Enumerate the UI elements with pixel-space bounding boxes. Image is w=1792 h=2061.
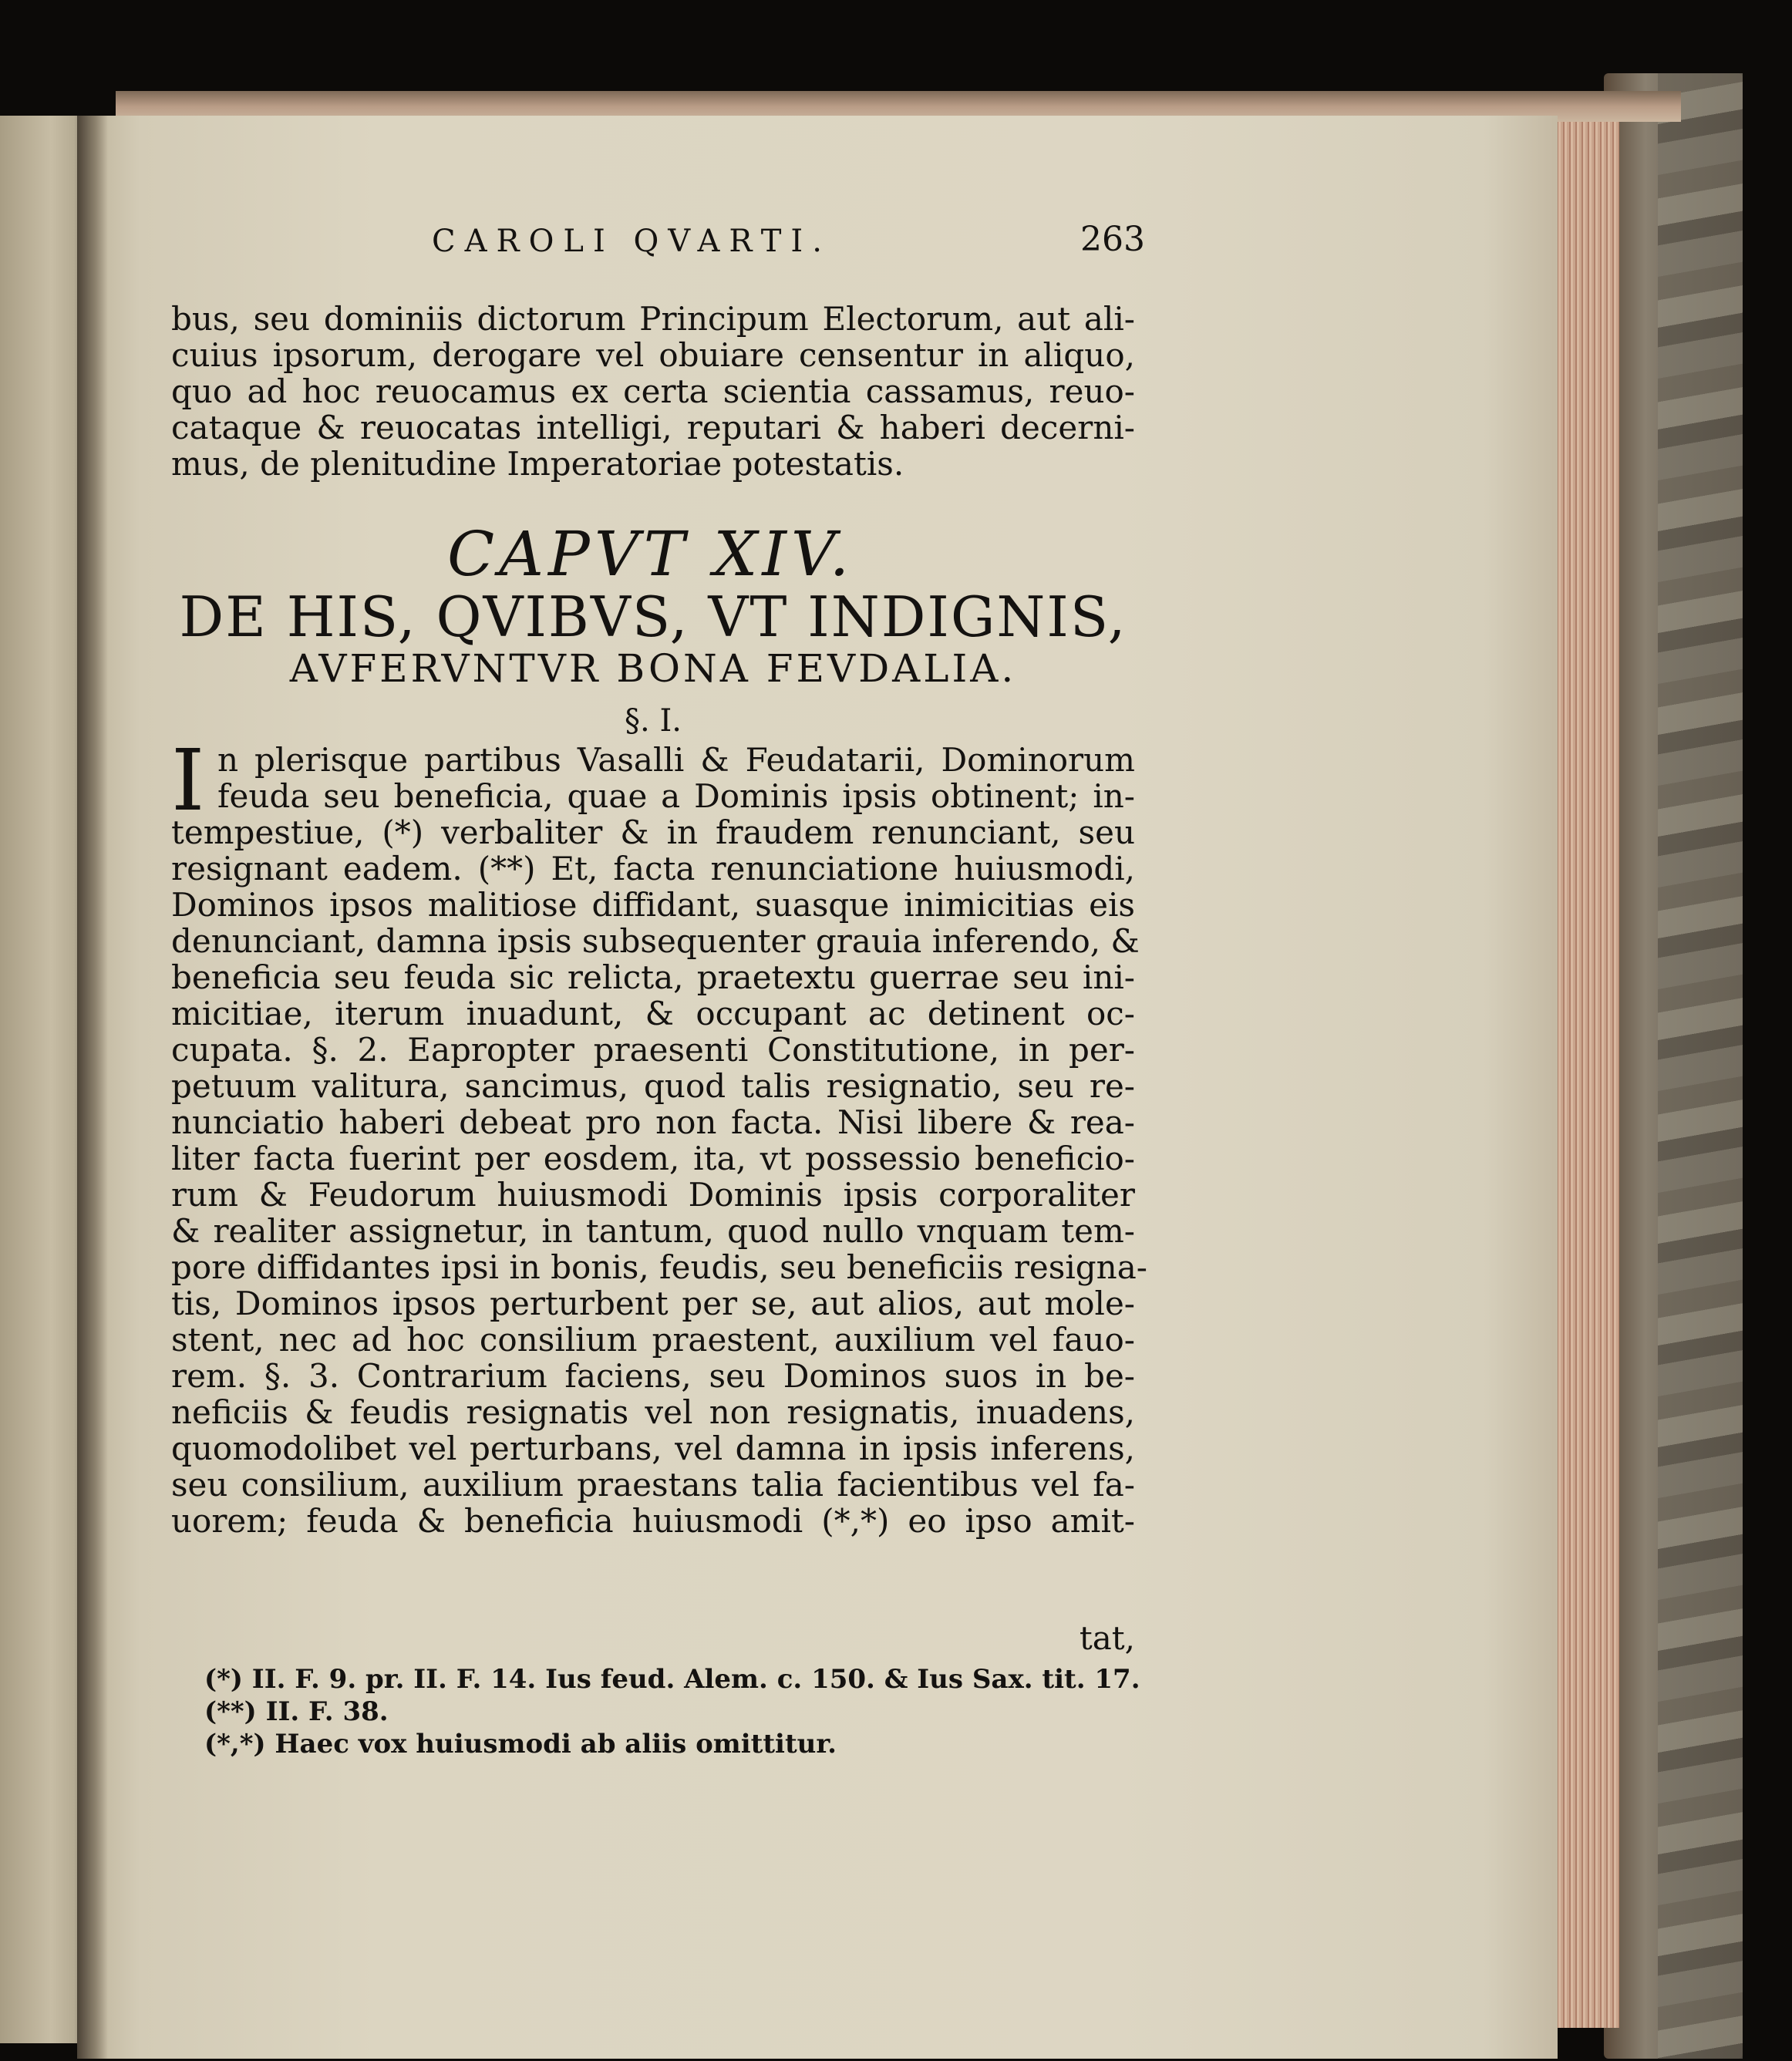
- footnote: (**) II. F. 38.: [204, 1696, 389, 1727]
- text-line: rem. §. 3. Contrarium faciens, seu Dominos suos in be-: [171, 1357, 1135, 1395]
- top-paragraph: [171, 301, 1135, 482]
- footnote: (*) II. F. 9. pr. II. F. 14. Ius feud. Alem. c. 150. & Ius Sax. tit. 17.: [204, 1664, 1140, 1695]
- text-line: denunciant, damna ipsis subsequenter grauia inferendo, &: [171, 922, 1140, 960]
- footnotes: [204, 1663, 1140, 1760]
- text-line: & realiter assignetur, in tantum, quod nullo vnquam tem-: [171, 1212, 1135, 1250]
- text-line: resignant eadem. (**) Et, facta renunciatione huiusmodi,: [171, 850, 1135, 887]
- text-line: tempestiue, (*) verbaliter & in fraudem renunciant, seu: [171, 813, 1135, 851]
- text-line: stent, nec ad hoc consilium praestent, auxilium vel fauo-: [171, 1321, 1135, 1359]
- text-line: seu consilium, auxilium praestans talia facientibus vel fa-: [171, 1466, 1135, 1504]
- text-line: petuum valitura, sancimus, quod talis resignatio, seu re-: [171, 1067, 1135, 1105]
- text-line: uorem; feuda & beneficia huiusmodi (*,*) eo ipso amit-: [171, 1502, 1135, 1540]
- section-mark: §. I.: [625, 703, 682, 739]
- text-line: bus, seu dominiis dictorum Principum Electorum, aut ali-: [171, 300, 1135, 338]
- text-line: n plerisque partibus Vasalli & Feudatarii, Dominorum: [217, 741, 1135, 779]
- text-line: Dominos ipsos malitiose diffidant, suasque inimicitias eis: [171, 886, 1135, 924]
- page-number: 263: [1080, 220, 1145, 259]
- main-paragraph: [171, 731, 1147, 1540]
- text-line: quomodolibet vel perturbans, vel damna in ipsis inferens,: [171, 1430, 1135, 1467]
- marbled-board: [1658, 73, 1743, 2059]
- chapter-title-line-1: DE HIS, QVIBVS, VT INDIGNIS,: [179, 584, 1127, 649]
- text-line: pore diffidantes ipsi in bonis, feudis, seu beneficiis resigna-: [171, 1248, 1147, 1286]
- chapter-title-line-2: AVFERVNTVR BONA FEVDALIA.: [289, 646, 1017, 691]
- text-line: cupata. §. 2. Eapropter praesenti Constitutione, in per-: [171, 1031, 1135, 1069]
- text-line: cuius ipsorum, derogare vel obuiare censentur in aliquo,: [171, 336, 1135, 374]
- page-gutter-shadow: [77, 116, 108, 2059]
- running-head: CAROLI QVARTI.: [432, 224, 831, 259]
- catchword: tat,: [1079, 1619, 1135, 1657]
- text-line: cataque & reuocatas intelligi, reputari & haberi decerni-: [171, 409, 1135, 446]
- text-line: quo ad hoc reuocamus ex certa scientia cassamus, reuo-: [171, 372, 1135, 410]
- text-line: mus, de plenitudine Imperatoriae potestatis.: [171, 445, 904, 483]
- text-line: liter facta fuerint per eosdem, ita, vt possessio beneficio-: [171, 1140, 1135, 1177]
- drop-capital: I: [171, 731, 205, 830]
- text-line: nunciatio haberi debeat pro non facta. Nisi libere & rea-: [171, 1103, 1135, 1141]
- text-line: micitiae, iterum inuadunt, & occupant ac detinent oc-: [171, 995, 1135, 1032]
- text-line: neficiis & feudis resignatis vel non resignatis, inuadens,: [171, 1393, 1135, 1431]
- text-line: beneficia seu feuda sic relicta, praetextu guerrae seu ini-: [171, 958, 1135, 996]
- chapter-number: CAPVT XIV.: [447, 518, 854, 590]
- text-line: rum & Feudorum huiusmodi Dominis ipsis corporaliter: [171, 1176, 1135, 1214]
- footnote: (*,*) Haec vox huiusmodi ab aliis omittitur.: [204, 1729, 837, 1760]
- text-line: feuda seu beneficia, quae a Dominis ipsis obtinent; in-: [217, 777, 1135, 815]
- text-line: tis, Dominos ipsos perturbent per se, aut alios, aut mole-: [171, 1285, 1135, 1322]
